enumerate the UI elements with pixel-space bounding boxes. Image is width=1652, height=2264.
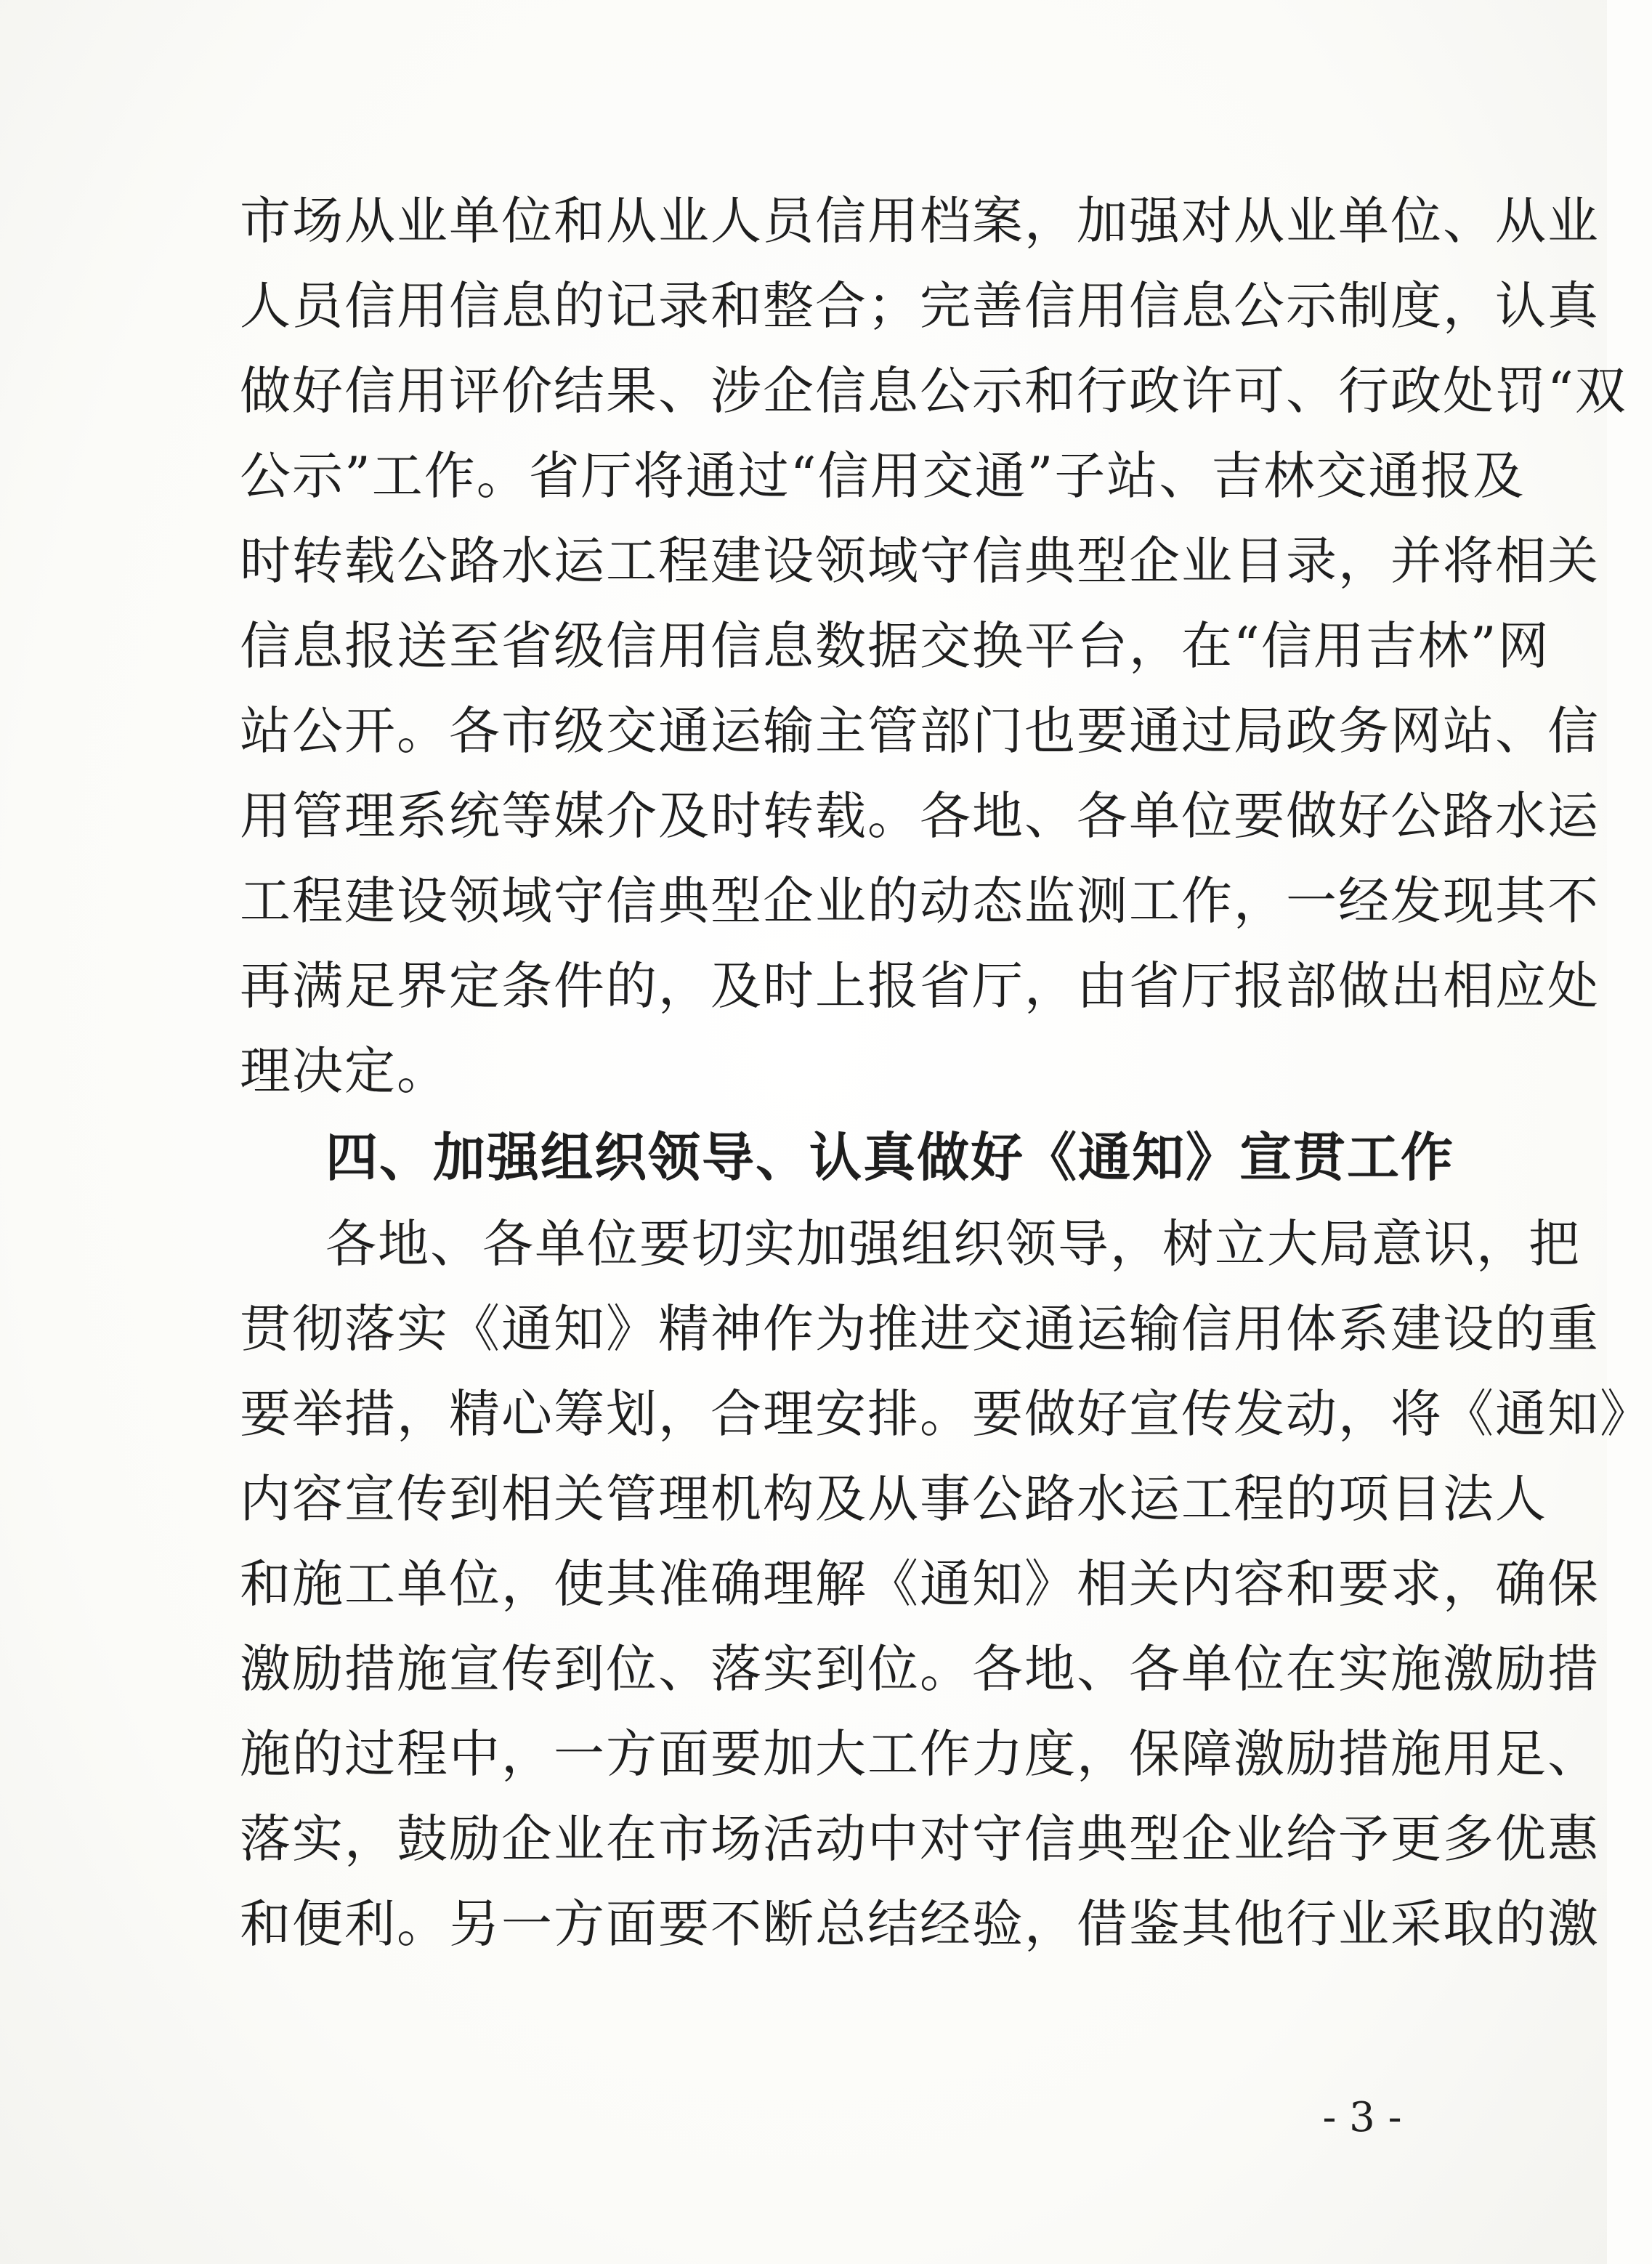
paragraph-line: 贯彻落实《通知》精神作为推进交通运输信用体系建设的重 [240,1299,1600,1359]
paragraph-line: 施的过程中，一方面要加大工作力度，保障激励措施用足、 [240,1724,1600,1784]
paragraph-line: 做好信用评价结果、涉企信息公示和行政许可、行政处罚“双 [240,361,1627,421]
paragraph-line: 人员信用信息的记录和整合；完善信用信息公示制度，认真 [240,276,1600,336]
paragraph-line: 理决定。 [240,1041,449,1101]
paragraph-line: 时转载公路水运工程建设领域守信典型企业目录，并将相关 [240,531,1600,591]
paragraph-line: 要举措，精心筹划，合理安排。要做好宣传发动，将《通知》 [240,1384,1652,1444]
paragraph-line: 站公开。各市级交通运输主管部门也要通过局政务网站、信 [240,701,1600,761]
paragraph-line: 再满足界定条件的，及时上报省厅，由省厅报部做出相应处 [240,956,1600,1016]
paragraph-line: 落实，鼓励企业在市场活动中对守信典型企业给予更多优惠 [240,1809,1600,1869]
paragraph-line: 信息报送至省级信用信息数据交换平台，在“信用吉林”网 [240,616,1550,676]
paragraph-line: 和便利。另一方面要不断总结经验，借鉴其他行业采取的激 [240,1894,1600,1954]
paragraph-line: 工程建设领域守信典型企业的动态监测工作，一经发现其不 [240,871,1600,931]
section-heading: 四、加强组织领导、认真做好《通知》宣贯工作 [325,1127,1455,1188]
paragraph-line: 和施工单位，使其准确理解《通知》相关内容和要求，确保 [240,1554,1600,1614]
paragraph-line: 市场从业单位和从业人员信用档案，加强对从业单位、从业 [240,191,1600,251]
paragraph-line: 内容宣传到相关管理机构及从事公路水运工程的项目法人 [240,1469,1547,1529]
paragraph-line: 各地、各单位要切实加强组织领导，树立大局意识，把 [325,1214,1581,1274]
paragraph-line: 激励措施宣传到位、落实到位。各地、各单位在实施激励措 [240,1639,1600,1699]
page-number: - 3 - [1322,2094,1402,2141]
paragraph-line: 用管理系统等媒介及时转载。各地、各单位要做好公路水运 [240,786,1600,846]
paragraph-line: 公示”工作。省厅将通过“信用交通”子站、吉林交通报及 [240,446,1526,506]
